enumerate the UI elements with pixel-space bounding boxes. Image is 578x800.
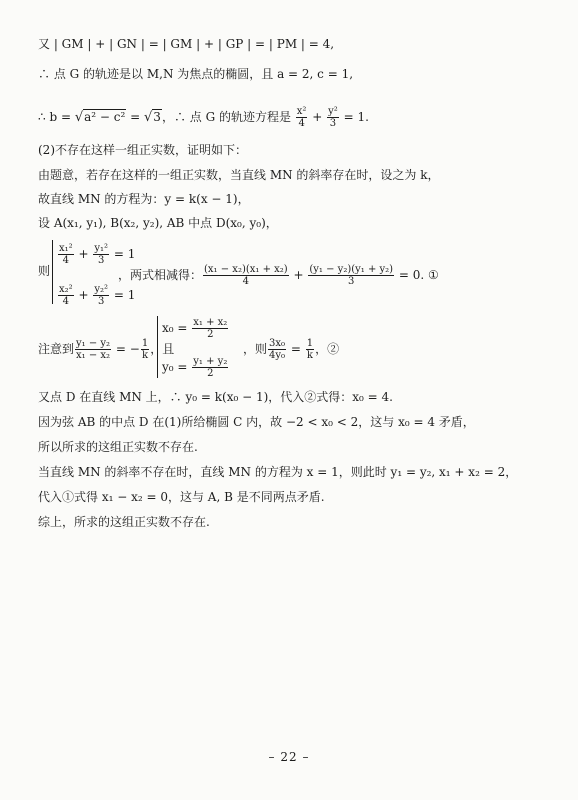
- line-define-points: 设 A(x₁, y₁), B(x₂, y₂), AB 中点 D(x₀, y₀)，: [38, 216, 278, 230]
- line-sum-distances: 又 | GM | + | GN | = | GM | + | GP | = | PM | = 4,: [38, 37, 335, 51]
- fraction: $\frac{\text{y₁ + y₂}}{2}$: [193, 356, 228, 379]
- line-slope-relation: 注意到 $\frac{\text{y₁ − y₂}}{\text{x₁ − x₂}}$ = − $\frac{1}{k}$ ，且: [38, 338, 175, 361]
- fraction: $\frac{\text{x₁²}}{4}$: [59, 243, 73, 266]
- line-vertical-case: 当直线 MN 的斜率不存在时，直线 MN 的方程为 x = 1，则此时 y₁ = y₂, x₁ + x₂ = 2，: [38, 465, 518, 479]
- page-number: – 22 –: [268, 750, 310, 764]
- system-eq-2: $\frac{\text{x₂²}}{4}$ + $\frac{\text{y₂²}}{3}$ = 1: [59, 284, 136, 307]
- midpoint-x0: x₀ = $\frac{\text{x₁ + x₂}}{2}$: [162, 317, 228, 340]
- line-part2-heading: (2)不存在这样一组正实数，证明如下：: [38, 143, 247, 157]
- fraction: $\frac{1}{k}$: [141, 338, 149, 361]
- line-mn-equation: 故直线 MN 的方程为：y = k(x − 1)，: [38, 192, 250, 206]
- line-ellipse-focus: ∴ 点 G 的轨迹是以 M,N 为焦点的椭圆，且 a = 2, c = 1,: [38, 67, 354, 81]
- fraction: $\frac{\text{y²}}{3}$: [328, 106, 338, 129]
- fraction: $\frac{\text{y₁²}}{3}$: [94, 243, 109, 266]
- fraction: $\frac{\text{x²}}{4}$: [296, 106, 307, 129]
- line-substitute-x0: 又点 D 在直线 MN 上，∴ y₀ = k(x₀ − 1)，代入②式得：x₀ = 4.: [38, 390, 393, 404]
- midpoint-brace: [157, 316, 158, 378]
- fraction: $\frac{\text{y₁ − y₂}}{\text{x₁ − x₂}}$: [76, 338, 111, 361]
- fraction: $\frac{\text{y₂²}}{3}$: [94, 284, 109, 307]
- fraction: $\frac{\text{(y₁ − y₂)(y₁ + y₂)}}{3}$: [309, 264, 394, 287]
- line-contradiction: 因为弦 AB 的中点 D 在(1)所给椭圆 C 内，故 −2 < x₀ < 2，这与 x₀ = 4 矛盾，: [38, 415, 475, 429]
- label-then: 则: [38, 264, 51, 278]
- fraction: $\frac{\text{(x₁ − x₂)(x₁ + x₂)}}{4}$: [204, 264, 288, 287]
- system-eq-1: $\frac{\text{x₁²}}{4}$ + $\frac{\text{y₁²}}{3}$ = 1: [59, 243, 136, 266]
- system-brace: [52, 240, 53, 304]
- line-subtract-equations: ，两式相减得： $\frac{\text{(x₁ − x₂)(x₁ + x₂)}}{4}$ + $\frac{\text{(y₁ − y₂)(y₁ + y₂)}}{3}$ = 0. ①: [118, 264, 439, 287]
- fraction: $\frac{\text{x₁ + x₂}}{2}$: [193, 317, 228, 340]
- fraction: $\frac{\text{3x₀}}{\text{4y₀}}$: [269, 338, 286, 361]
- line-conclusion-1: 所以所求的这组正实数不存在.: [38, 440, 198, 454]
- line-final-conclusion: 综上，所求的这组正实数不存在.: [38, 515, 210, 529]
- midpoint-y0: y₀ = $\frac{\text{y₁ + y₂}}{2}$: [162, 356, 228, 379]
- line-vertical-contradiction: 代入①式得 x₁ − x₂ = 0，这与 A, B 是不同两点矛盾.: [38, 490, 325, 504]
- line-assume-slope: 由题意，若存在这样的一组正实数，当直线 MN 的斜率存在时，设之为 k，: [38, 168, 440, 182]
- line-ratio-result: ，则 $\frac{\text{3x₀}}{\text{4y₀}}$ = $\frac{1}{k}$ ，②: [243, 338, 340, 361]
- fraction: $\frac{\text{x₂²}}{4}$: [59, 284, 73, 307]
- fraction: $\frac{1}{k}$: [306, 338, 314, 361]
- line-trajectory-equation: ∴ b = √a² − c² = √3，∴ 点 G 的轨迹方程是 $\frac{\text{x²}}{4}$ + $\frac{\text{y²}}{3}$ = 1.: [38, 106, 369, 129]
